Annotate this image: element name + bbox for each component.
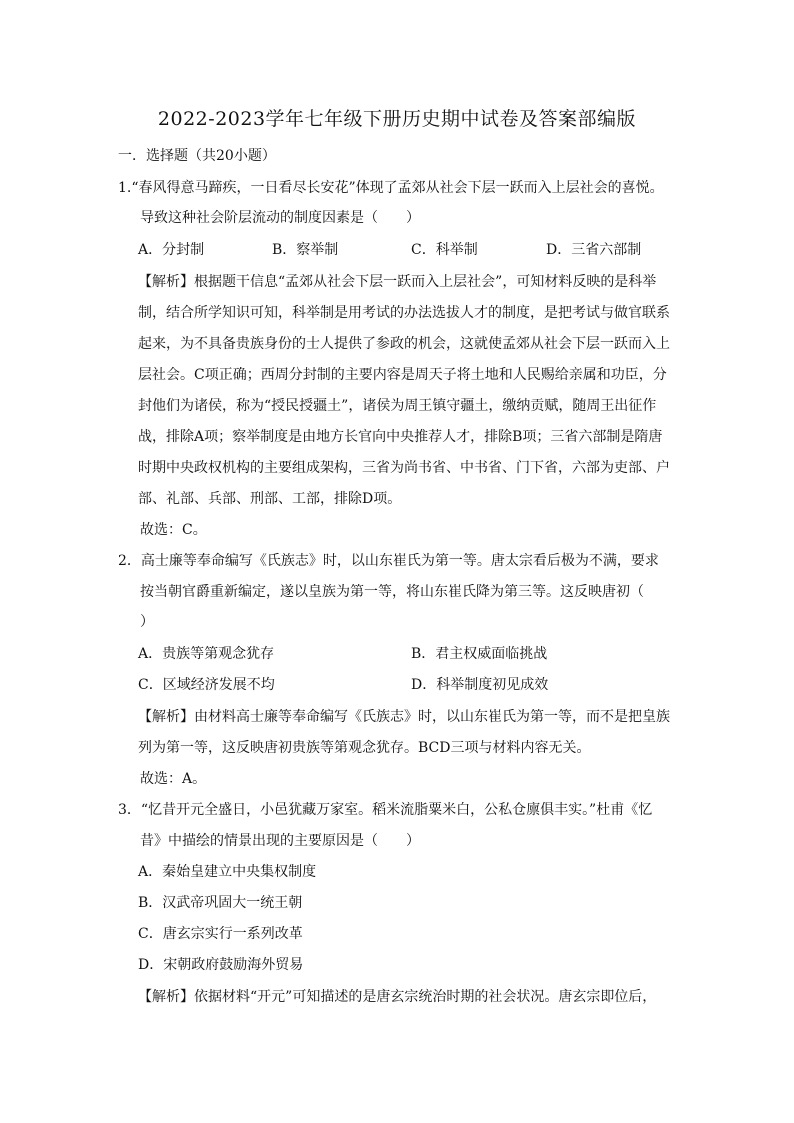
q1-analysis-line: 层社会。C项正确；西周分封制的主要内容是周天子将土地和人民赐给亲属和功臣，分 (138, 367, 667, 383)
q1-stem-line-2: 导致这种社会阶层流动的制度因素是（ ） (140, 210, 420, 226)
q1-option-d: D．三省六部制 (546, 242, 642, 258)
q1-option-a: A．分封制 (138, 242, 205, 258)
q1-analysis-line: 战，排除A项；察举制度是由地方长官向中央推荐人才，排除B项；三省六部制是隋唐 (138, 429, 663, 445)
q2-analysis-line: 【解析】由材料高士廉等奉命编写《氏族志》时，以山东崔氏为第一等，而不是把皇族 (138, 709, 670, 725)
q2-stem-line-3: ） (140, 614, 154, 630)
q3-stem-line-1: 3．“忆昔开元全盛日，小邑犹藏万家室。稻米流脂粟米白，公私仓廪俱丰实。”杜甫《忆 (118, 802, 653, 818)
q3-option-a: A．秦始皇建立中央集权制度 (138, 864, 317, 880)
q2-stem-line-1: 2．高士廉等奉命编写《氏族志》时，以山东崔氏为第一等。唐太宗看后极为不满，要求 (118, 553, 659, 569)
q1-option-b: B．察举制 (272, 242, 339, 258)
q2-option-a: A．贵族等第观念犹存 (138, 646, 275, 662)
q3-option-d: D．宋朝政府鼓励海外贸易 (138, 957, 304, 973)
q2-answer: 故选：A。 (140, 771, 207, 787)
document-title: 2022-2023学年七年级下册历史期中试卷及答案部编版 (157, 108, 637, 130)
q2-option-b: B．君主权威面临挑战 (411, 646, 548, 662)
q1-analysis-line: 时期中央政权机构的主要组成架构，三省为尚书省、中书省、门下省，六部为吏部、户 (138, 460, 670, 476)
q2-option-d: D．科举制度初见成效 (411, 677, 549, 693)
q1-option-c: C．科举制 (411, 242, 478, 258)
q1-answer: 故选：C。 (140, 522, 207, 538)
q1-stem-line-1: 1.“春风得意马蹄疾，一日看尽长安花”体现了孟郊从社会下层一跃而入上层社会的喜悦。 (118, 180, 664, 196)
q2-stem-line-2: 按当朝官爵重新编定，遂以皇族为第一等，将山东崔氏降为第三等。这反映唐初（ (140, 584, 644, 600)
q1-analysis-line: 起来，为不具备贵族身份的士人提供了参政的机会，这就使孟郊从社会下层一跃而入上 (138, 336, 670, 352)
q3-option-b: B．汉武帝巩固大一统王朝 (138, 895, 303, 911)
q2-analysis-line: 列为第一等，这反映唐初贵族等第观念犹存。BCD三项与材料内容无关。 (138, 740, 591, 756)
q3-stem-line-2: 昔》中描绘的情景出现的主要原因是（ ） (140, 833, 420, 849)
q1-analysis-line: 部、礼部、兵部、刑部、工部，排除D项。 (138, 491, 402, 507)
q1-analysis-line: 封他们为诸侯，称为“授民授疆土”，诸侯为周王镇守疆土，缴纳贡赋，随周王出征作 (138, 398, 657, 414)
q3-analysis-line: 【解析】依据材料“开元”可知描述的是唐玄宗统治时期的社会状况。唐玄宗即位后， (138, 989, 657, 1005)
q1-analysis-line: 制，结合所学知识可知，科举制是用考试的办法选拔人才的制度，是把考试与做官联系 (138, 305, 670, 321)
section-heading: 一．选择题（共20小题） (118, 148, 276, 164)
q2-option-c: C．区域经济发展不均 (138, 677, 275, 693)
q3-option-c: C．唐玄宗实行一系列改革 (138, 926, 303, 942)
q1-analysis-line: 【解析】根据题干信息“孟郊从社会下层一跃而入上层社会”，可知材料反映的是科举 (138, 274, 657, 290)
